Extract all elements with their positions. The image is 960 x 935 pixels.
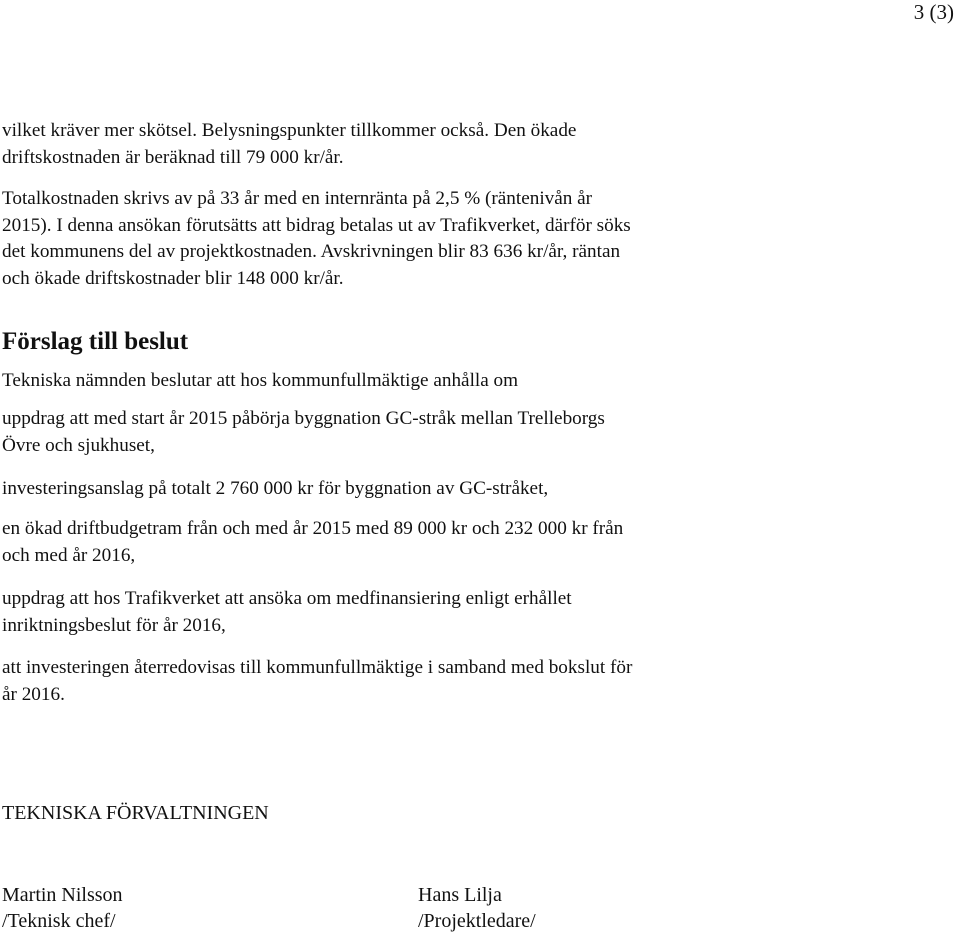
proposal-lead	[2, 368, 952, 395]
page-number: 3 (3)	[913, 0, 954, 24]
signature-left	[2, 882, 123, 934]
proposal-item-2	[2, 476, 952, 503]
text-line: en ökad driftbudgetram från och med år 2015 med 89 000 kr och 232 000 kr från	[2, 518, 624, 539]
text-line: det kommunens del av projektkostnaden. Avskrivningen blir 83 636 kr/år, räntan	[2, 241, 621, 262]
organization-name: TEKNISKA FÖRVALTNINGEN	[2, 802, 269, 824]
signature-right	[418, 882, 536, 934]
text-line: Totalkostnaden skrivs av på 33 år med en internränta på 2,5 % (räntenivån år	[2, 188, 593, 209]
text-line: och ökade driftskostnader blir 148 000 kr/år.	[2, 267, 344, 289]
signer-name: Hans Lilja	[418, 884, 502, 906]
section-heading: Förslag till beslut	[2, 328, 189, 355]
text-line: år 2016.	[2, 683, 65, 705]
intro-paragraph-1	[2, 118, 952, 171]
proposal-item-5	[2, 655, 952, 708]
text-line: uppdrag att med start år 2015 påbörja byggnation GC-stråk mellan Trelleborgs	[2, 408, 605, 429]
text-line: Övre och sjukhuset,	[2, 434, 155, 456]
proposal-item-1	[2, 406, 952, 459]
proposal-item-4	[2, 586, 952, 639]
text-line: 2015). I denna ansökan förutsätts att bidrag betalas ut av Trafikverket, därför söks	[2, 214, 631, 236]
text-line: Tekniska nämnden beslutar att hos kommunfullmäktige anhålla om	[2, 370, 519, 391]
proposal-item-3	[2, 516, 952, 569]
signer-title: /Projektledare/	[418, 910, 536, 932]
signer-title: /Teknisk chef/	[2, 910, 116, 932]
text-line: investeringsanslag på totalt 2 760 000 kr för byggnation av GC-stråket,	[2, 478, 549, 499]
signer-name: Martin Nilsson	[2, 884, 123, 906]
text-line: inriktningsbeslut för år 2016,	[2, 614, 226, 636]
text-line: och med år 2016,	[2, 544, 136, 566]
text-line: vilket kräver mer skötsel. Belysningspunkter tillkommer också. Den ökade	[2, 120, 577, 141]
intro-paragraph-2	[2, 186, 952, 292]
text-line: uppdrag att hos Trafikverket att ansöka om medfinansiering enligt erhållet	[2, 588, 572, 609]
text-line: driftskostnaden är beräknad till 79 000 kr/år.	[2, 146, 344, 168]
text-line: att investeringen återredovisas till kommunfullmäktige i samband med bokslut för	[2, 657, 633, 678]
